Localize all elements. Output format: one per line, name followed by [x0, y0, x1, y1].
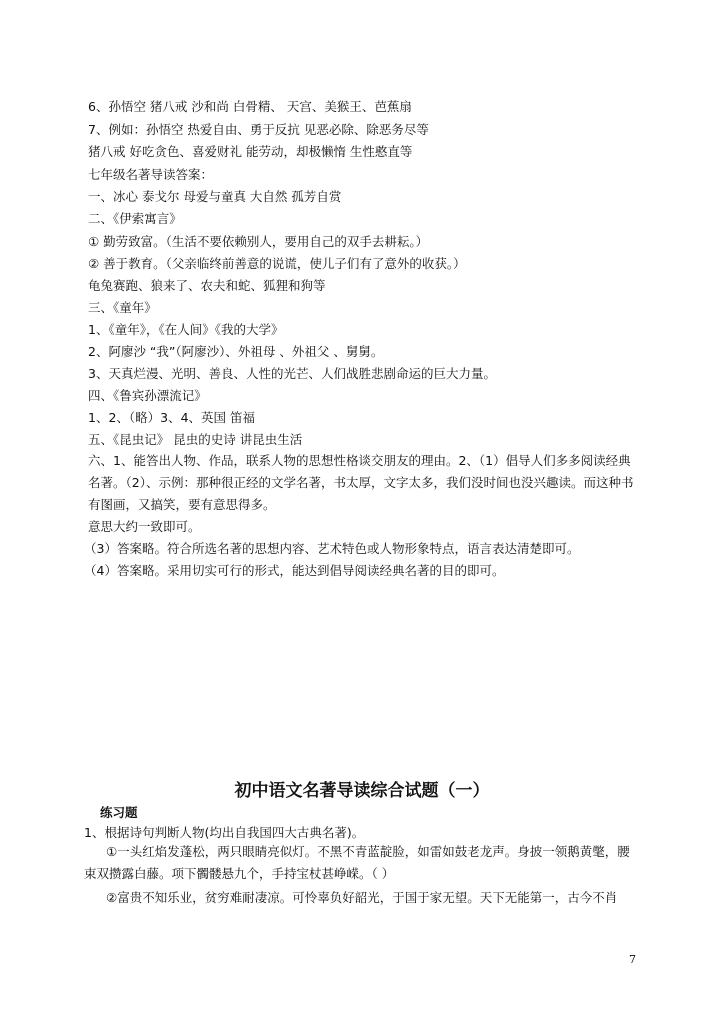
- answer-item-2: ② 善于教育。（父亲临终前善意的说谎，使儿子们有了意外的收获。）: [88, 256, 466, 271]
- answer-4-1: 1、2、（略）3、4、英国 笛福: [88, 410, 256, 425]
- answer-6-note: 意思大约一致即可。: [88, 519, 201, 534]
- answer-3-1: 1、《童年》，《在人间》《我的大学》: [88, 322, 284, 337]
- test-title: 初中语文名著导读综合试题（一）: [234, 781, 490, 801]
- answer-section-6: 六、1、能答出人物、作品，联系人物的思想性格谈交朋友的理由。2、（1）倡导人们多多阅读经典名著。（2）、示例：那种很正经的文学名著，书太厚，文字太多，我们没时间也没兴趣读。而这种书有图画，又搞笑，要有意思得多。: [88, 453, 634, 512]
- answer-6-3: （3）答案略。符合所选名著的思想内容、艺术特色或人物形象特点，语言表达清楚即可。: [84, 541, 580, 556]
- answer-section-4: 四、《鲁宾孙漂流记》: [88, 388, 207, 403]
- answer-line-7: 7、例如：孙悟空 热爱自由、勇于反抗 见恶必除、除恶务尽等: [88, 122, 429, 137]
- question-1-item-2: ②富贵不知乐业，贫穷难耐凄凉。可怜辜负好韶光，于国于家无望。天下无能第一，古今不肖: [106, 890, 618, 905]
- exercise-heading: 练习题: [100, 805, 138, 820]
- answer-line-6: 6、孙悟空 猪八戒 沙和尚 白骨精、 天宫、美猴王、芭蕉扇: [88, 99, 412, 114]
- answer-fables: 龟兔赛跑、狼来了、农夫和蛇、狐狸和狗等: [88, 278, 326, 293]
- grade7-answers-heading: 七年级名著导读答案：: [88, 167, 214, 182]
- question-1-item-1: ①一头红焰发蓬松，两只眼睛亮似灯。不黑不青蓝靛脸，如雷如鼓老龙声。身披一领鹅黄氅，腰束双攒露白藤。项下髑髅悬九个，手持宝杖甚峥嵘。（ ）: [84, 844, 630, 881]
- question-1: 1、根据诗句判断人物(均出自我国四大古典名著)。: [84, 825, 365, 840]
- answer-6-4: （4）答案略。采用切实可行的形式，能达到倡导阅读经典名著的目的即可。: [84, 563, 505, 578]
- answer-line-7-cont: 猪八戒 好吃贪色、喜爱财礼 能劳动，却极懒惰 生性憨直等: [88, 144, 413, 159]
- answer-item-1: ① 勤劳致富。（生活不要依赖别人，要用自己的双手去耕耘。）: [88, 234, 429, 249]
- page-number: 7: [629, 953, 636, 966]
- answer-3-2: 2、阿廖沙 “我”（阿廖沙）、外祖母 、外祖父 、舅舅。: [88, 344, 384, 359]
- answer-section-1: 一、冰心 泰戈尔 母爱与童真 大自然 孤芳自赏: [88, 189, 342, 204]
- answer-3-3: 3、天真烂漫、光明、善良、人性的光芒、人们战胜悲剧命运的巨大力量。: [88, 366, 496, 381]
- answer-section-3: 三、《童年》: [88, 300, 157, 315]
- answer-section-2: 二、《伊索寓言》: [88, 211, 182, 226]
- answer-section-5: 五、《昆虫记》 昆虫的史诗 讲昆虫生活: [88, 432, 303, 447]
